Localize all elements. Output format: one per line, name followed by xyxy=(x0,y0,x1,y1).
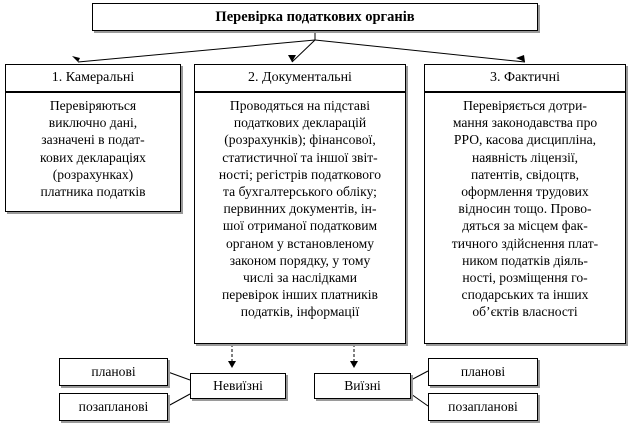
column-line: (розрахунках) xyxy=(52,166,134,182)
column-body-dokumentalni xyxy=(194,92,406,344)
column-line: податкових декларацій xyxy=(233,115,367,131)
column-line: ності; регістрів податкового xyxy=(218,166,382,182)
left-tag-planned: планові xyxy=(59,358,168,386)
column-header-dokumentalni: 2. Документальні xyxy=(194,64,406,92)
column-line: РРО, касова дисципліна, xyxy=(453,132,597,148)
column-line: шої отриманої податковим xyxy=(222,218,378,234)
column-line: сподарських та інших xyxy=(461,287,589,303)
column-line: тичного здійснення плат- xyxy=(451,235,599,251)
column-line: Перевіряються xyxy=(49,98,137,113)
column-body-faktychni xyxy=(424,92,626,344)
column-line: дяться за місцем фак- xyxy=(462,218,588,234)
column-line: числі за наслідками xyxy=(242,270,358,286)
column-line: відносин тощо. Прово- xyxy=(458,201,592,217)
subtype-nevyizni: Невиїзні xyxy=(190,373,286,399)
column-line: перевірок інших платників xyxy=(222,287,378,303)
column-text xyxy=(431,97,619,321)
main-title: Перевірка податкових органів xyxy=(92,3,538,31)
column-text xyxy=(12,97,174,200)
column-line: законом порядку, у тому xyxy=(229,252,371,268)
column-line: Проводяться на підставі xyxy=(229,98,371,113)
column-line: статистичної та іншої звіт- xyxy=(222,149,378,165)
column-header-faktychni: 3. Фактичні xyxy=(424,64,626,92)
column-line: первинних документів, ін- xyxy=(223,201,377,217)
column-line: мання законодавства про xyxy=(452,115,598,131)
column-text xyxy=(201,97,399,321)
column-body-kameralni xyxy=(5,92,181,212)
column-line: ності, розміщення го- xyxy=(462,270,588,286)
column-line: зазначені в подат- xyxy=(41,132,145,148)
column-line: ником податків діяль- xyxy=(462,252,588,268)
column-line: кових деклараціях xyxy=(40,149,146,165)
column-line: наявність ліцензії, xyxy=(471,149,579,165)
column-line: та бухгалтерського обліку; xyxy=(223,184,377,200)
column-line: платника податків xyxy=(40,184,146,200)
column-line: об’єктів власності xyxy=(472,304,578,320)
column-line: патентів, свідоцтв, xyxy=(470,166,580,182)
column-line: (розрахунків); фінансової, xyxy=(224,132,376,148)
column-line: виключно дані, xyxy=(48,115,138,131)
left-tag-unplanned: позапланові xyxy=(59,393,168,421)
subtype-vyizni: Виїзні xyxy=(314,373,411,399)
column-line: оформлення трудових xyxy=(461,184,589,200)
column-header-kameralni: 1. Камеральні xyxy=(5,64,181,92)
column-line: органом у встановленому xyxy=(225,235,375,251)
right-tag-unplanned: позапланові xyxy=(428,393,538,421)
right-tag-planned: планові xyxy=(428,358,538,386)
column-line: податків, інформації xyxy=(240,304,360,320)
column-line: Перевіряється дотри- xyxy=(463,98,587,113)
